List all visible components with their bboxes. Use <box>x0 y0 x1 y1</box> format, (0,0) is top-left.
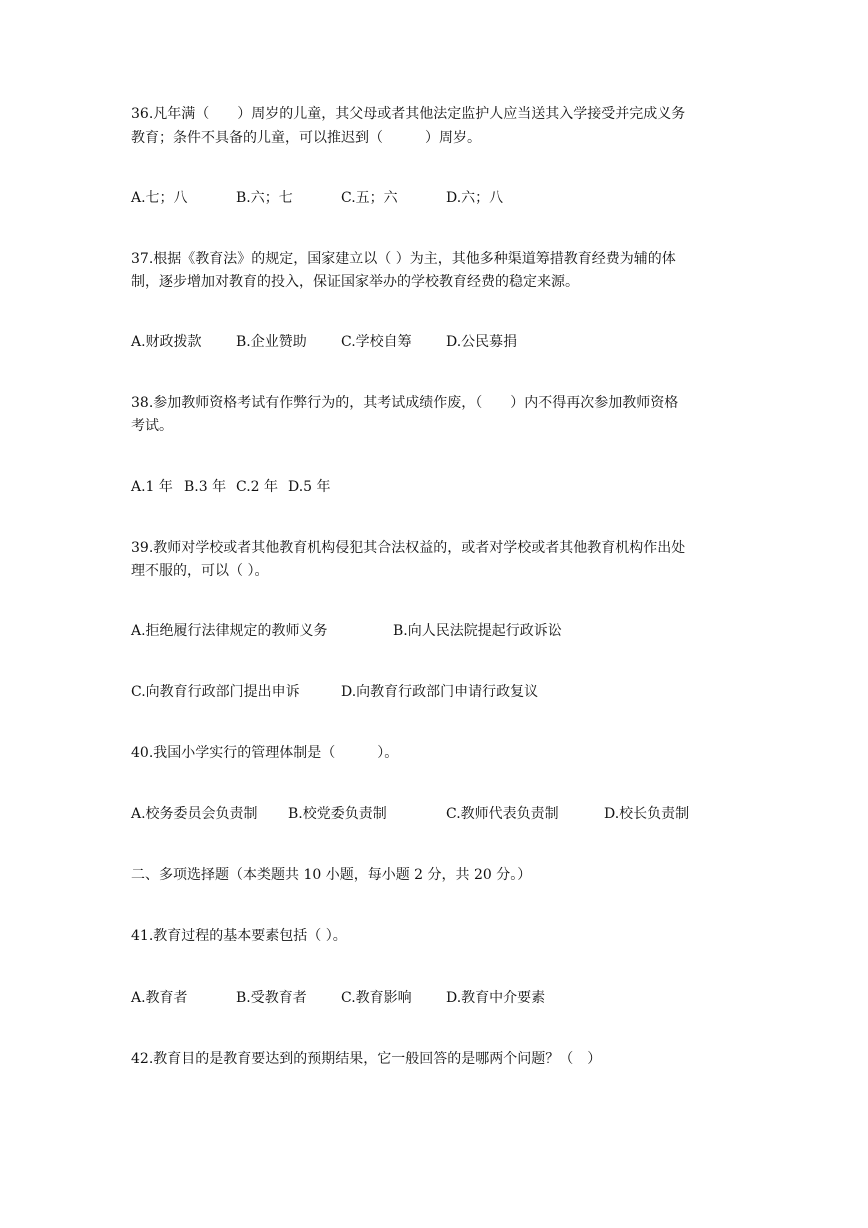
question-40-option-c: C.教师代表负责制 <box>446 806 559 822</box>
question-40-option-a: A.校务委员会负责制 <box>131 806 258 822</box>
question-42-text: 42.教育目的是教育要达到的预期结果，它一般回答的是哪两个问题？（ ） <box>131 1051 602 1067</box>
question-36-option-b: B.六；七 <box>236 190 293 206</box>
question-37-option-d: D.公民募捐 <box>446 334 518 350</box>
question-39-text-line-1: 39.教师对学校或者其他教育机构侵犯其合法权益的，或者对学校或者其他教育机构作出处 <box>131 540 686 556</box>
question-38-option-b: B.3 年 <box>184 479 227 495</box>
question-36-option-c: C.五；六 <box>341 190 398 206</box>
question-39-text-line-2: 理不服的，可以（ ）。 <box>131 563 269 579</box>
question-39-option-d: D.向教育行政部门申请行政复议 <box>341 684 539 700</box>
question-39-option-c: C.向教育行政部门提出申诉 <box>131 684 300 700</box>
section-heading-multiple-choice: 二、多项选择题（本类题共 10 小题，每小题 2 分，共 20 分。） <box>131 867 532 883</box>
question-37-option-b: B.企业赞助 <box>236 334 307 350</box>
question-37-text-line-1: 37.根据《教育法》的规定，国家建立以（ ）为主，其他多种渠道筹措教育经费为辅的体 <box>131 251 676 267</box>
question-40-text: 40.我国小学实行的管理体制是（ ）。 <box>131 745 399 761</box>
question-38-option-d: D.5 年 <box>288 479 331 495</box>
question-37-text-line-2: 制，逐步增加对教育的投入，保证国家举办的学校教育经费的稳定来源。 <box>131 274 579 290</box>
question-40-option-d: D.校长负责制 <box>604 806 690 822</box>
question-41-option-c: C.教育影响 <box>341 990 412 1006</box>
question-41-option-a: A.教育者 <box>131 990 188 1006</box>
question-37-option-a: A.财政拨款 <box>131 334 202 350</box>
question-41-text: 41.教育过程的基本要素包括（ ）。 <box>131 928 347 944</box>
question-36-text-line-2: 教育；条件不具备的儿童，可以推迟到（ ）周岁。 <box>131 130 481 146</box>
question-39-option-a: A.拒绝履行法律规定的教师义务 <box>131 623 328 639</box>
question-39-option-b: B.向人民法院提起行政诉讼 <box>393 623 562 639</box>
question-36-option-d: D.六；八 <box>446 190 504 206</box>
question-38-text-line-1: 38.参加教师资格考试有作弊行为的，其考试成绩作废，（ ）内不得再次参加教师资格 <box>131 395 679 411</box>
question-41-option-d: D.教育中介要素 <box>446 990 546 1006</box>
question-36-text-line-1: 36.凡年满（ ）周岁的儿童，其父母或者其他法定监护人应当送其入学接受并完成义务 <box>131 106 686 122</box>
question-37-option-c: C.学校自筹 <box>341 334 412 350</box>
question-36-option-a: A.七；八 <box>131 190 188 206</box>
question-40-option-b: B.校党委负责制 <box>288 806 387 822</box>
question-38-option-a: A.1 年 <box>131 479 173 495</box>
question-38-option-c: C.2 年 <box>236 479 279 495</box>
question-41-option-b: B.受教育者 <box>236 990 307 1006</box>
question-38-text-line-2: 考试。 <box>131 418 173 434</box>
